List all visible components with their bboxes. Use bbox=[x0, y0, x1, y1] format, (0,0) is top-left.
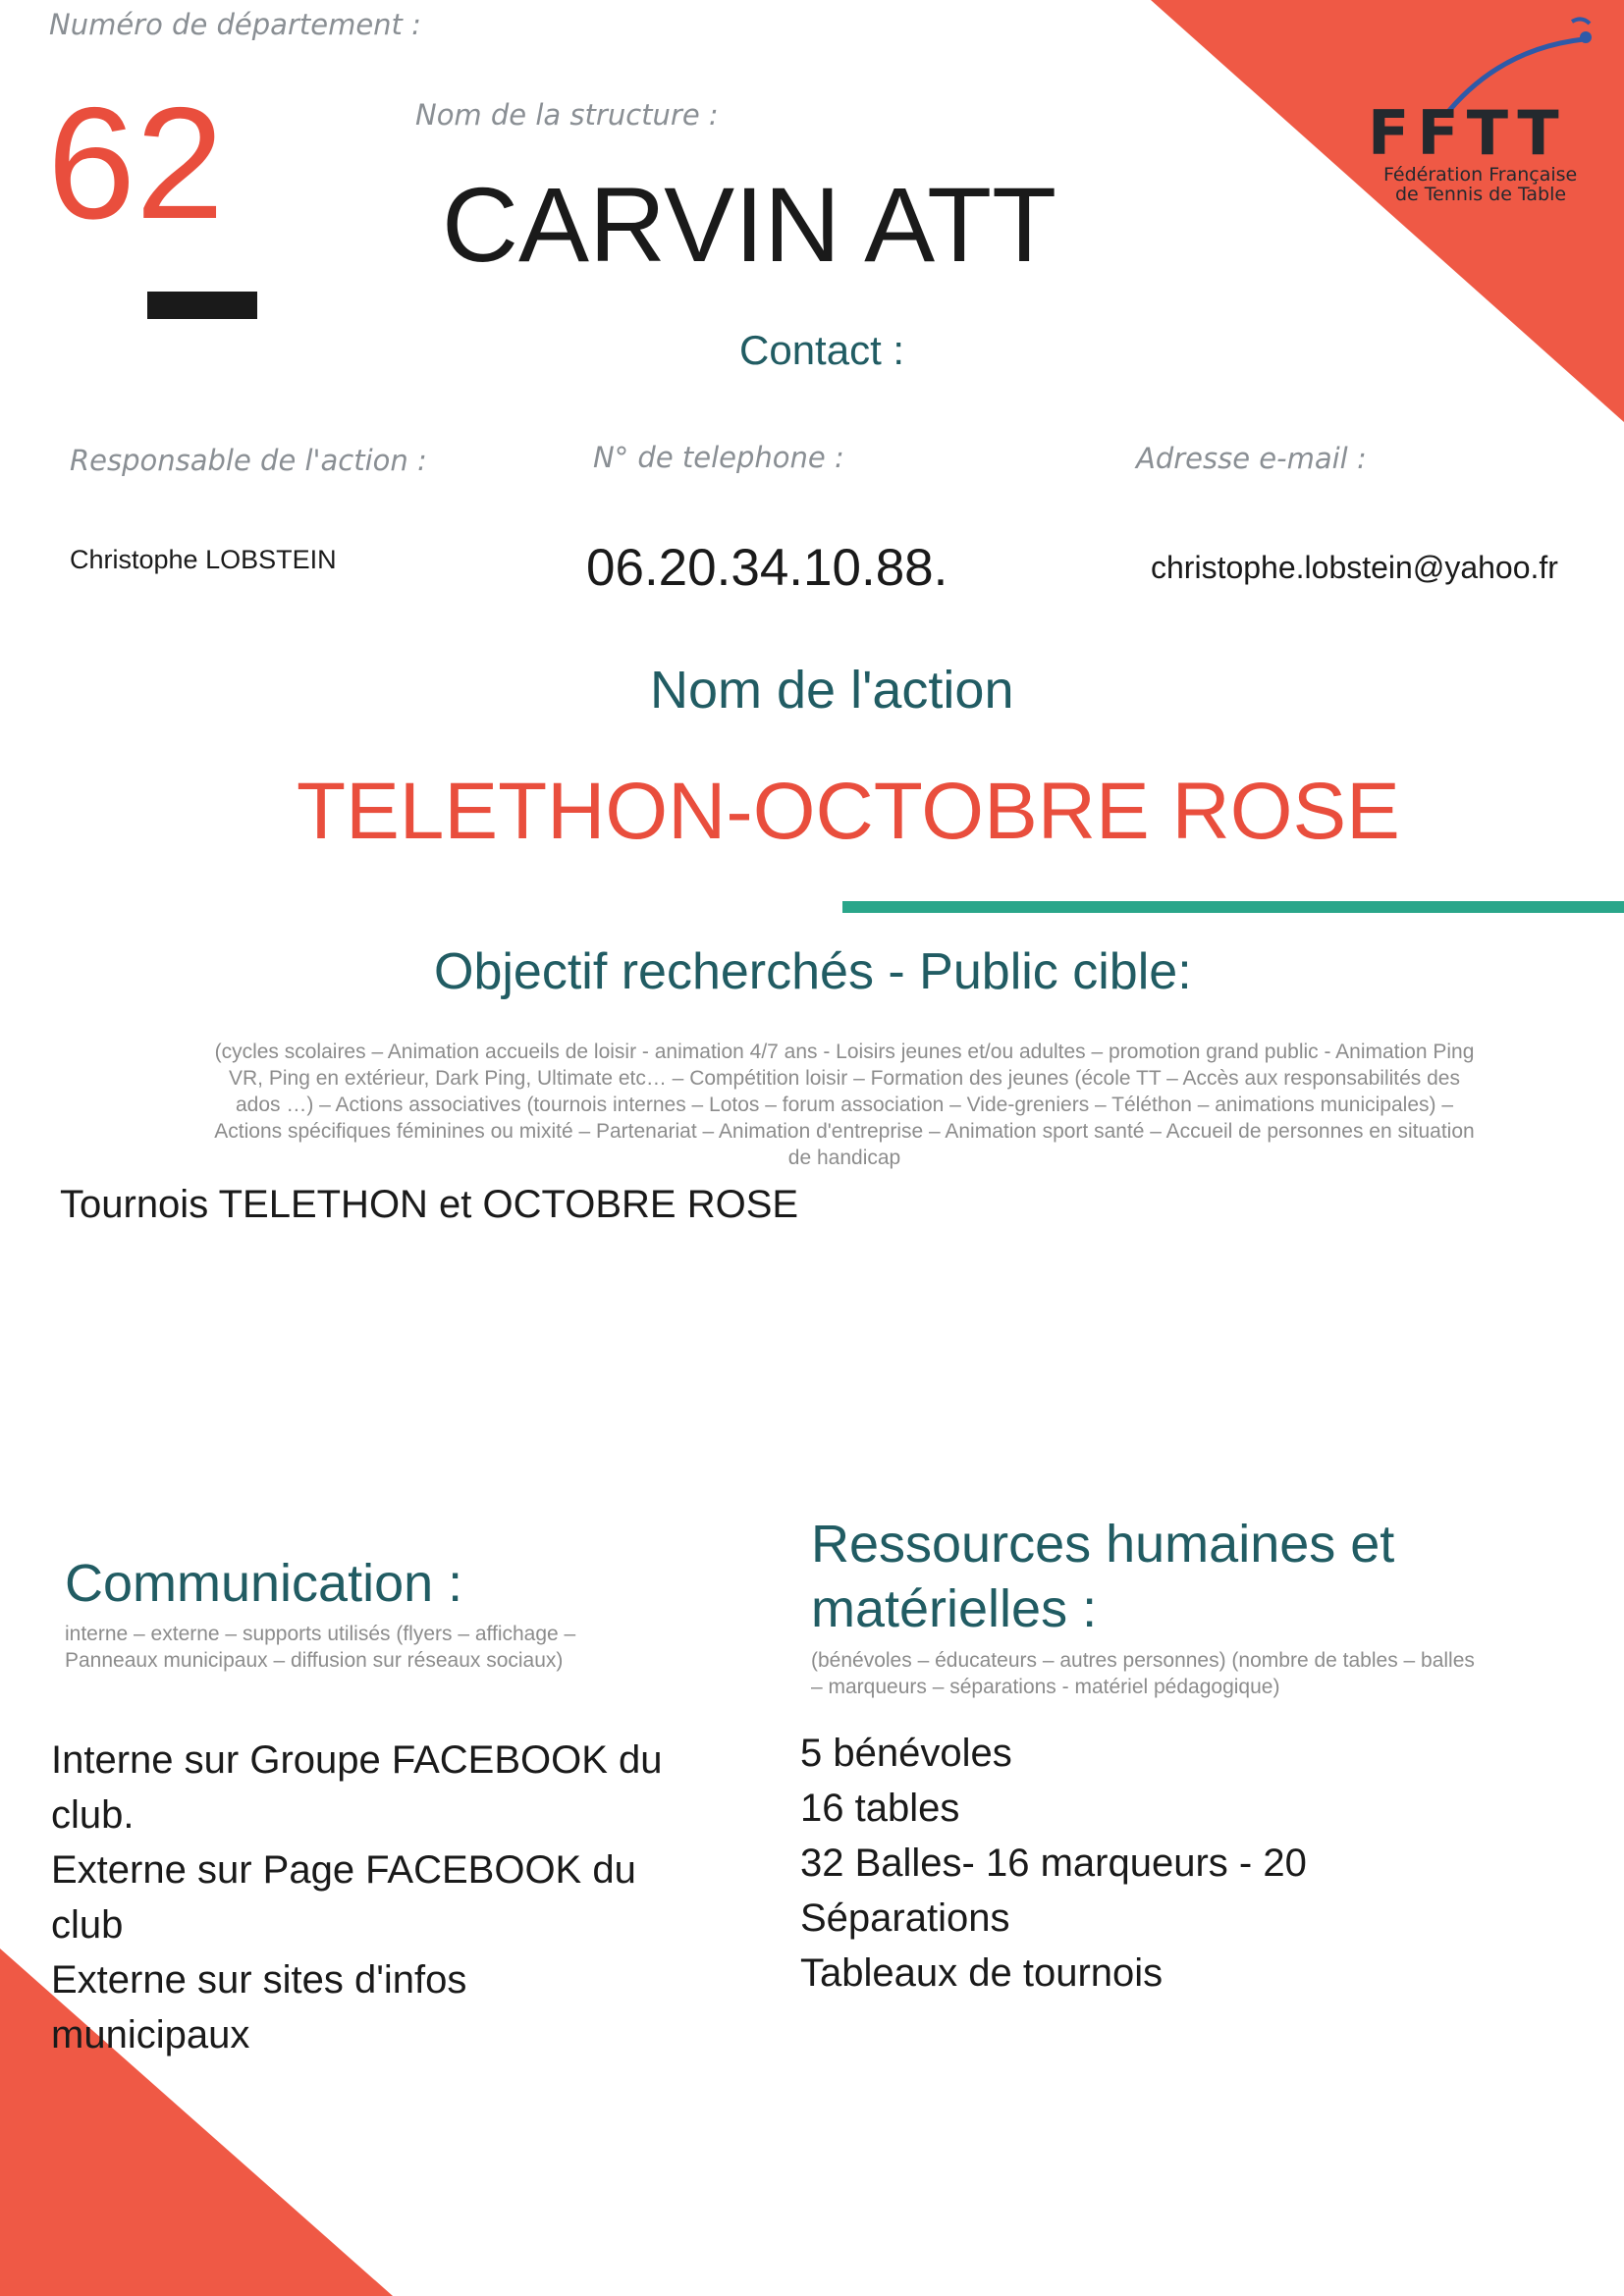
structure-label: Nom de la structure : bbox=[415, 98, 719, 132]
department-label: Numéro de département : bbox=[49, 8, 421, 41]
department-number: 62 bbox=[47, 75, 225, 252]
action-heading: Nom de l'action bbox=[650, 661, 1014, 720]
objectif-value: Tournois TELETHON et OCTOBRE ROSE bbox=[60, 1183, 799, 1226]
ressources-line: 5 bénévoles bbox=[800, 1732, 1012, 1775]
logo-caption-line1: Fédération Française bbox=[1383, 164, 1578, 186]
fftt-logo bbox=[1350, 10, 1605, 206]
ressources-hint-line: (bénévoles – éducateurs – autres personnes) (nombre de tables – balles bbox=[811, 1649, 1475, 1672]
responsable-value: Christophe LOBSTEIN bbox=[70, 545, 337, 574]
communication-line: Externe sur sites d'infos bbox=[51, 1958, 467, 2002]
action-name: TELETHON-OCTOBRE ROSE bbox=[297, 767, 1400, 856]
ressources-line: 16 tables bbox=[800, 1787, 960, 1830]
objectif-hint-line: de handicap bbox=[787, 1147, 901, 1169]
ressources-line: Séparations bbox=[800, 1896, 1010, 1940]
ressources-hint bbox=[811, 1647, 1475, 1700]
structure-name: CARVIN ATT bbox=[442, 165, 1057, 284]
objectif-hint-line: VR, Ping en extérieur, Dark Ping, Ultimate etc… – Compétition loisir – Formation des jeunes (école TT – Accès aux responsabilités des bbox=[229, 1067, 1460, 1090]
teal-divider-rule bbox=[842, 901, 1624, 913]
email-label: Adresse e-mail : bbox=[1136, 442, 1367, 475]
communication-line: club bbox=[51, 1903, 124, 1947]
objectif-hint bbox=[137, 1039, 1551, 1171]
communication-hint bbox=[65, 1621, 575, 1674]
contact-heading: Contact : bbox=[739, 327, 905, 373]
communication-line: Externe sur Page FACEBOOK du bbox=[51, 1848, 636, 1892]
communication-hint-line: Panneaux municipaux – diffusion sur réseaux sociaux) bbox=[65, 1649, 564, 1672]
phone-label: N° de telephone : bbox=[593, 441, 844, 474]
ressources-heading-line2: matérielles : bbox=[811, 1579, 1098, 1638]
phone-value: 06.20.34.10.88. bbox=[586, 539, 948, 597]
ressources-hint-line: – marqueurs – séparations - matériel pédagogique) bbox=[811, 1676, 1280, 1698]
communication-line: club. bbox=[51, 1793, 135, 1837]
objectif-hint-line: (cycles scolaires – Animation accueils de loisir - animation 4/7 ans - Loisirs jeunes et/ou adultes – promotion grand public - Animation Ping bbox=[214, 1041, 1475, 1063]
communication-hint-line: interne – externe – supports utilisés (flyers – affichage – bbox=[65, 1623, 576, 1645]
objectif-heading: Objectif recherchés - Public cible: bbox=[434, 943, 1192, 1000]
ressources-line: 32 Balles- 16 marqueurs - 20 bbox=[800, 1842, 1307, 1885]
ressources-heading-line1: Ressources humaines et bbox=[811, 1515, 1395, 1574]
responsable-label: Responsable de l'action : bbox=[70, 444, 427, 477]
department-underline-bar bbox=[147, 292, 257, 319]
ressources-line: Tableaux de tournois bbox=[800, 1951, 1164, 1995]
objectif-hint-line: ados …) – Actions associatives (tournois internes – Lotos – forum association – Vide-greniers – Téléthon – animations municipales) – bbox=[235, 1094, 1454, 1116]
ressources-heading bbox=[811, 1512, 1394, 1641]
communication-heading: Communication : bbox=[65, 1554, 463, 1613]
communication-line: municipaux bbox=[51, 2013, 250, 2056]
logo-wordmark: FFTT bbox=[1368, 97, 1567, 169]
communication-value bbox=[51, 1733, 663, 2062]
objectif-hint-line: Actions spécifiques féminines ou mixité – Partenariat – Animation d'entreprise – Animation sport santé – Accueil de personnes en situation bbox=[214, 1120, 1475, 1143]
email-value: christophe.lobstein@yahoo.fr bbox=[1151, 550, 1558, 585]
ressources-value bbox=[800, 1726, 1307, 2001]
communication-line: Interne sur Groupe FACEBOOK du bbox=[51, 1738, 663, 1782]
logo-caption-line2: de Tennis de Table bbox=[1395, 184, 1567, 205]
